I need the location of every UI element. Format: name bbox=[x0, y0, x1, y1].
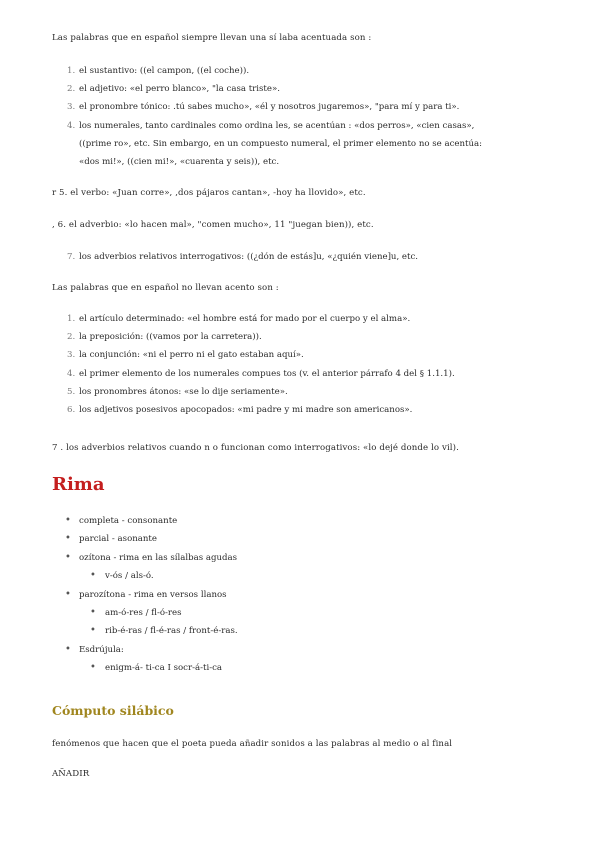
list-item-continuation: ((prime ro», etc. Sin embargo, en un compuesto numeral, el primer elemento no se acentúa: «dos mi!», ((cien mi!», «cuarenta y seis)), etc. bbox=[79, 139, 483, 168]
list-item-verb: r 5. el verbo: «Juan corre», ,dos pájaros cantan», -hoy ha llovido», etc. bbox=[52, 188, 366, 198]
list-item: 2. la preposición: ((vamos por la carretera)). bbox=[67, 332, 262, 343]
bullet-item: • parozítona - rima en versos llanos • am-ó-res / fl-ó-res • rib-é-ras / fl-é-ras / front-é-ras. bbox=[52, 586, 238, 641]
bullet-item: • Esdrújula: • enigm-á- ti-ca I socr-á-ti-ca bbox=[52, 641, 238, 678]
rima-bullet-list bbox=[52, 512, 238, 678]
bullet-item: • ozítona - rima en las sílalbas agudas • v-ós / als-ó. bbox=[52, 549, 238, 586]
accented-words-list bbox=[52, 62, 474, 135]
list-item: 4. los numerales, tanto cardinales como ordina les, se acentúan : «dos perros», «cien casas», bbox=[67, 120, 475, 131]
anadir-label: AÑADIR bbox=[52, 769, 90, 779]
bullet-item: • completa - consonante bbox=[52, 512, 238, 530]
list-item: 2. el adjetivo: «el perro blanco», "la casa triste». bbox=[67, 84, 280, 95]
list-item-adverb: , 6. el adverbio: «lo hacen mal», "comen mucho», 11 "juegan bien)), etc. bbox=[52, 220, 374, 230]
list-item: 1. el sustantivo: ((el campon, ((el coche)). bbox=[67, 66, 250, 76]
intro-paragraph-no-accent: Las palabras que en español no llevan acento son : bbox=[52, 283, 279, 293]
list-item: 3. la conjunción: «ni el perro ni el gato estaban aquí». bbox=[67, 350, 304, 361]
unaccented-words-list bbox=[52, 310, 455, 419]
sub-bullet-item: • enigm-á- ti-ca I socr-á-ti-ca bbox=[79, 659, 238, 677]
sub-bullet-item: • v-ós / als-ó. bbox=[79, 567, 238, 585]
section-heading-rima: Rima bbox=[52, 474, 105, 495]
list-item: 1. el artículo determinado: «el hombre está for mado por el cuerpo y el alma». bbox=[67, 314, 411, 324]
sub-bullet-list bbox=[79, 659, 238, 677]
list-item: 3. el pronombre tónico: .tú sabes mucho», «él y nosotros jugaremos», "para mí y para ti». bbox=[67, 102, 460, 113]
sub-bullet-list bbox=[79, 604, 238, 641]
bullet-item: • parcial - asonante bbox=[52, 530, 238, 548]
list-item: 5. los pronombres átonos: «se lo dije seriamente». bbox=[67, 386, 288, 397]
section-heading-computo-silabico: Cómputo silábico bbox=[52, 703, 174, 718]
sub-bullet-item: • am-ó-res / fl-ó-res bbox=[79, 604, 238, 622]
sub-bullet-list bbox=[79, 567, 238, 585]
list-item: 4. el primer elemento de los numerales compues tos (v. el anterior párrafo 4 del § 1.1.1). bbox=[67, 368, 455, 379]
list-item: 6. los adjetivos posesivos apocopados: «mi padre y mi madre son americanos». bbox=[67, 405, 413, 416]
list-item-relative-adverbs: 7 . los adverbios relativos cuando n o funcionan como interrogativos: «lo dejé donde lo vil). bbox=[52, 443, 459, 453]
list-item: 7. los adverbios relativos interrogativos: ((¿dón de estás]u, «¿quién viene]u, etc. bbox=[67, 252, 418, 262]
intro-paragraph-always-accented: Las palabras que en español siempre llevan una sí laba acentuada son : bbox=[52, 33, 372, 43]
sub-bullet-item: • rib-é-ras / fl-é-ras / front-é-ras. bbox=[79, 622, 238, 640]
computo-paragraph: fenómenos que hacen que el poeta pueda añadir sonidos a las palabras al medio o al final bbox=[52, 739, 453, 749]
interrogative-adverbs-list bbox=[52, 248, 418, 266]
